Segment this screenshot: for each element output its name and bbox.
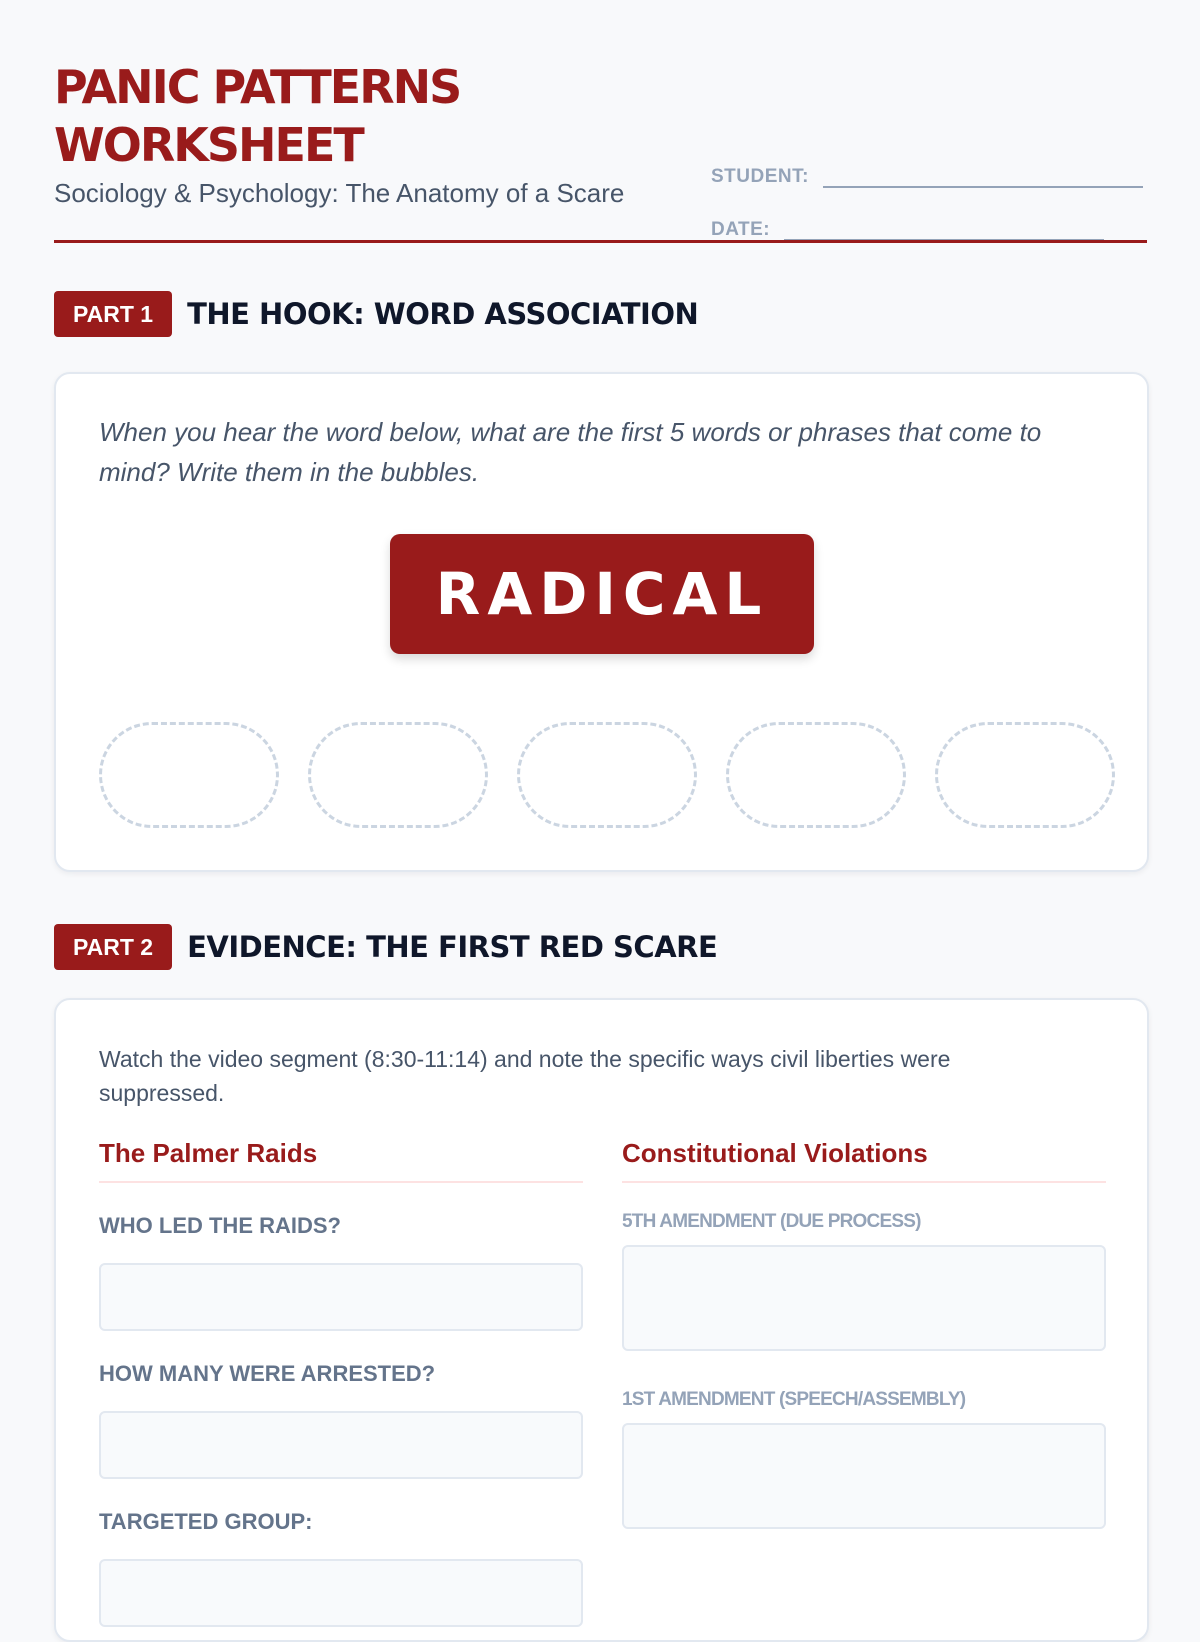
part2-title: EVIDENCE: THE FIRST RED SCARE [187,930,718,964]
part1-badge: PART 1 [54,291,172,337]
focus-word-box [390,534,814,654]
answer-bubble[interactable] [726,722,906,828]
student-field [711,158,1143,188]
date-field [711,211,1104,241]
answer-bubble[interactable] [517,722,697,828]
question-label: TARGETED GROUP: [99,1509,313,1534]
part2-badge: PART 2 [54,924,172,970]
focus-word: RADICAL [435,560,769,628]
answer-box-arrests[interactable] [99,1411,583,1479]
question-label: WHO LED THE RAIDS? [99,1213,341,1238]
palmer-raids-column [99,1138,583,1627]
date-label: DATE: [711,219,771,240]
worksheet-header [54,58,1147,240]
palmer-raids-title: The Palmer Raids [99,1138,583,1183]
part1-title: THE HOOK: WORD ASSOCIATION [187,297,699,331]
word-association-prompt: When you hear the word below, what are the first 5 words or phrases that come to mind? Write them in the bubbles. [99,417,1042,487]
header-divider [54,240,1147,243]
violation-label: 5TH AMENDMENT (DUE PROCESS) [622,1211,921,1232]
evidence-instructions: Watch the video segment (8:30-11:14) and note the specific ways civil liberties were suppressed. [99,1046,951,1106]
worksheet-subtitle: Sociology & Psychology: The Anatomy of a Scare [54,178,625,208]
answer-bubble[interactable] [99,722,279,828]
answer-box-leader[interactable] [99,1263,583,1331]
student-label: STUDENT: [711,166,809,187]
answer-bubble[interactable] [935,722,1115,828]
answer-box-first-amendment[interactable] [622,1423,1106,1529]
part2-heading [54,924,717,970]
part1-heading [54,291,698,337]
worksheet-title: PANIC PATTERNS WORKSHEET [54,60,461,172]
answer-box-fifth-amendment[interactable] [622,1245,1106,1351]
answer-bubbles [99,722,1115,828]
word-association-card [54,372,1149,872]
constitutional-violations-column [622,1138,1106,1529]
answer-bubble[interactable] [308,722,488,828]
evidence-card [54,998,1149,1642]
student-name-line[interactable] [823,158,1143,188]
constitutional-violations-title: Constitutional Violations [622,1138,1106,1183]
question-label: HOW MANY WERE ARRESTED? [99,1361,436,1386]
violation-label: 1ST AMENDMENT (SPEECH/ASSEMBLY) [622,1389,966,1410]
answer-box-targeted-group[interactable] [99,1559,583,1627]
date-line[interactable] [784,211,1104,241]
